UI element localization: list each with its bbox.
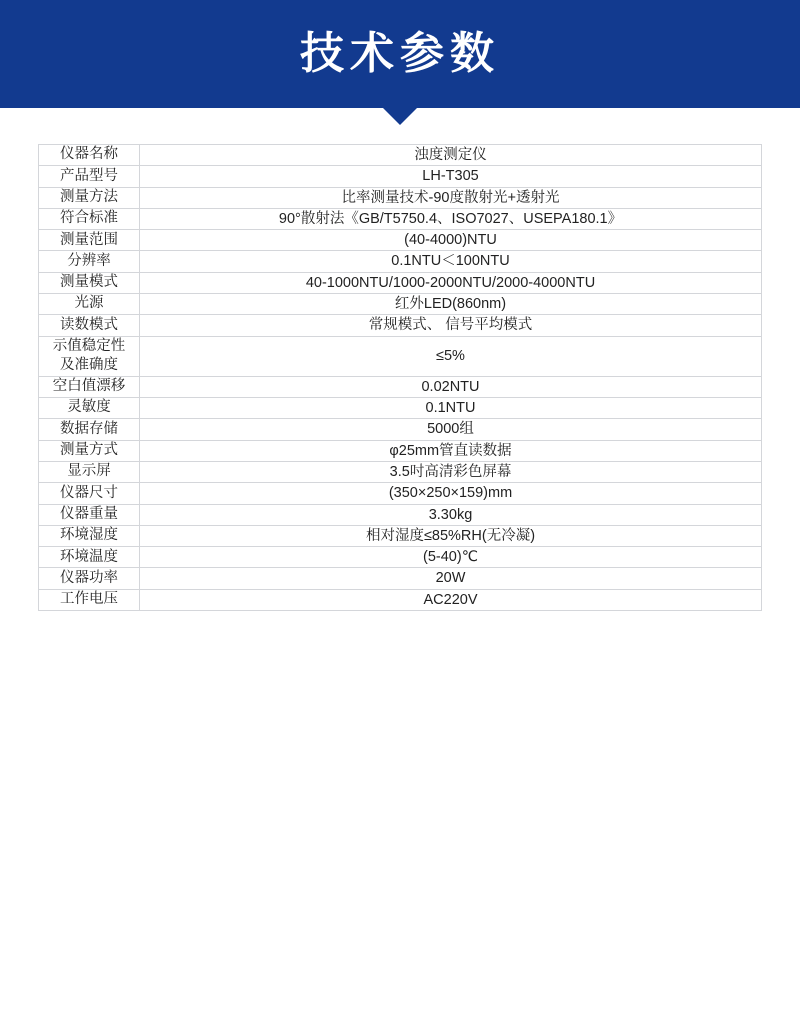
spec-value: (5-40)℃ — [140, 547, 762, 568]
spec-label: 光源 — [39, 294, 140, 315]
spec-value: 红外LED(860nm) — [140, 294, 762, 315]
table-row — [39, 440, 762, 461]
spec-label: 测量方法 — [39, 187, 140, 208]
spec-label: 灵敏度 — [39, 398, 140, 419]
spec-label-line-1: 示值稳定性 — [52, 337, 126, 354]
spec-label: 测量范围 — [39, 230, 140, 251]
table-row — [39, 230, 762, 251]
table-row — [39, 547, 762, 568]
spec-value: 0.1NTU＜100NTU — [140, 251, 762, 272]
spec-value: LH-T305 — [140, 166, 762, 187]
spec-value: 40-1000NTU/1000-2000NTU/2000-4000NTU — [140, 272, 762, 293]
table-row — [39, 315, 762, 336]
page-banner — [0, 0, 800, 108]
table-row — [39, 208, 762, 229]
table-row — [39, 187, 762, 208]
spec-label-line-2: 及准确度 — [60, 357, 118, 374]
spec-value: 0.02NTU — [140, 376, 762, 397]
spec-label: 环境湿度 — [39, 525, 140, 546]
table-row — [39, 398, 762, 419]
spec-value: ≤5% — [140, 336, 762, 376]
spec-value: 3.30kg — [140, 504, 762, 525]
spec-value: φ25mm管直读数据 — [140, 440, 762, 461]
spec-label: 显示屏 — [39, 461, 140, 482]
spec-label: 符合标准 — [39, 208, 140, 229]
spec-value: 20W — [140, 568, 762, 589]
page-title: 技术参数 — [300, 29, 500, 78]
table-row — [39, 461, 762, 482]
spec-label: 仪器重量 — [39, 504, 140, 525]
spec-value: 相对湿度≤85%RH(无冷凝) — [140, 525, 762, 546]
spec-value: 浊度测定仪 — [140, 145, 762, 166]
spec-label: 读数模式 — [39, 315, 140, 336]
table-row — [39, 376, 762, 397]
specifications-table — [38, 144, 762, 611]
spec-label: 工作电压 — [39, 589, 140, 610]
spec-value: (350×250×159)mm — [140, 483, 762, 504]
spec-label: 产品型号 — [39, 166, 140, 187]
spec-label: 分辨率 — [39, 251, 140, 272]
table-row — [39, 145, 762, 166]
table-row — [39, 166, 762, 187]
spec-label: 测量模式 — [39, 272, 140, 293]
spec-value: 3.5吋高清彩色屏幕 — [140, 461, 762, 482]
table-row — [39, 294, 762, 315]
table-row — [39, 419, 762, 440]
spec-value: 5000组 — [140, 419, 762, 440]
banner-notch-decoration — [383, 108, 417, 125]
spec-value: 比率测量技术-90度散射光+透射光 — [140, 187, 762, 208]
table-row — [39, 589, 762, 610]
spec-value: 90°散射法《GB/T5750.4、ISO7027、USEPA180.1》 — [140, 208, 762, 229]
spec-label: 仪器名称 — [39, 145, 140, 166]
spec-label: 仪器尺寸 — [39, 483, 140, 504]
spec-label: 空白值漂移 — [39, 376, 140, 397]
spec-label — [39, 336, 140, 376]
spec-value: AC220V — [140, 589, 762, 610]
spec-label: 环境温度 — [39, 547, 140, 568]
table-row — [39, 336, 762, 376]
table-row — [39, 251, 762, 272]
spec-label: 数据存储 — [39, 419, 140, 440]
table-row — [39, 504, 762, 525]
spec-value: 0.1NTU — [140, 398, 762, 419]
table-row — [39, 272, 762, 293]
spec-value: 常规模式、 信号平均模式 — [140, 315, 762, 336]
spec-label: 仪器功率 — [39, 568, 140, 589]
table-row — [39, 525, 762, 546]
spec-table-container — [0, 108, 800, 611]
table-row — [39, 568, 762, 589]
spec-value: (40-4000)NTU — [140, 230, 762, 251]
spec-label: 测量方式 — [39, 440, 140, 461]
table-row — [39, 483, 762, 504]
